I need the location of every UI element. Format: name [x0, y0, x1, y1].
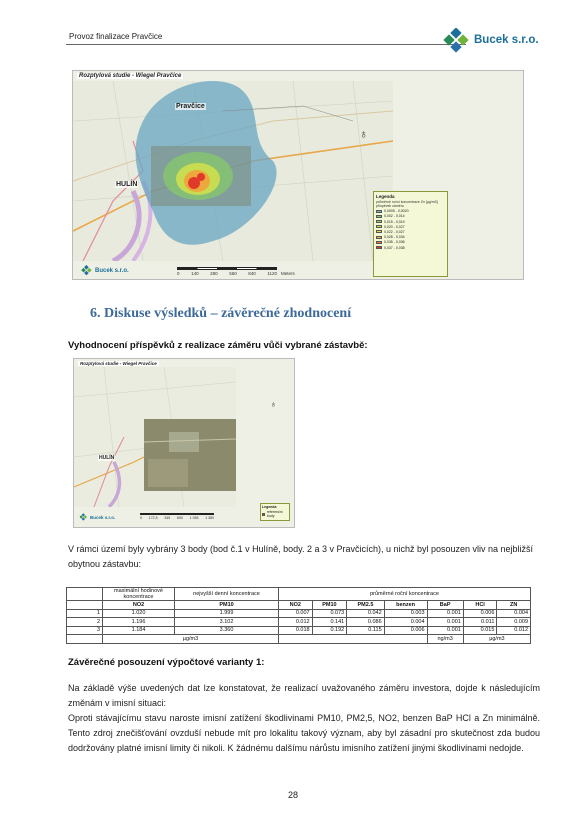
table-cell: PM10	[312, 601, 347, 610]
map-graphic	[73, 81, 393, 261]
legend-label: 0,002 - 0,014	[384, 214, 405, 219]
map-logo-text: Bucek s.r.o.	[90, 515, 116, 520]
legend-item	[376, 240, 445, 244]
scale-label: 345	[164, 516, 171, 520]
legend-label: referenční body	[266, 510, 283, 519]
legend-label: 0,015 - 0,019	[384, 219, 405, 224]
scale-line	[177, 267, 277, 270]
table-row	[67, 626, 531, 635]
map-label-hulin: HULÍN	[99, 455, 115, 461]
legend-swatch	[376, 246, 382, 249]
table-cell: 0.004	[497, 609, 531, 618]
table-cell: BaP	[427, 601, 463, 610]
table-cell: 0.001	[427, 609, 463, 618]
legend-label: 0,0005 - 0,0020	[384, 209, 409, 214]
table-cell: NO2	[279, 601, 313, 610]
table-row	[67, 618, 531, 627]
table-cell: ZN	[497, 601, 531, 610]
map-frame	[73, 81, 393, 261]
table-cell: 0.073	[312, 609, 347, 618]
table-cell	[279, 635, 428, 644]
legend-swatch	[376, 220, 382, 223]
table-cell: 0.007	[279, 609, 313, 618]
table-cell: 3.102	[175, 618, 279, 627]
table-cell: 0.015	[463, 626, 497, 635]
paragraph-reference-points: V rámci území byly vybrány 3 body (bod č.1 v Hulíně, body. 2 a 3 v Pravčicích), u nichž byl posouzen vliv na nejbližší obytnou zástavbu:	[68, 544, 534, 569]
table-cell: 2	[67, 618, 103, 627]
table-cell: HCl	[463, 601, 497, 610]
map-label-hulin: HULÍN	[116, 181, 138, 188]
legend-item	[262, 510, 288, 518]
map-label-pravcice: Pravčice	[176, 103, 205, 110]
scale-label: 172,5	[148, 516, 158, 520]
table-cell: 1.999	[175, 609, 279, 618]
map-legend	[260, 503, 290, 521]
scale-label: 1 380	[205, 516, 214, 520]
table-cell: 0.011	[463, 618, 497, 627]
header-divider	[66, 44, 466, 45]
north-arrow-icon: ♁	[270, 399, 277, 409]
scale-labels	[140, 516, 214, 520]
map-title: Rozptylová studie - Wiegel Pravčice	[79, 73, 182, 79]
legend-item	[376, 225, 445, 229]
scale-bar	[140, 513, 214, 520]
table-cell: NO2	[103, 601, 175, 610]
map-graphic	[74, 367, 236, 507]
table-cell: 0.042	[347, 609, 384, 618]
paragraph-conclusion-detail: Oproti stávajícímu stavu naroste imisní zatížení škodlivinami PM10, PM2,5, NO2, benzen BaP HCl a Zn minimálně. Tento zdroj znečišťování ovzduší nebude mít pro lokalitu takový význam, aby byl zásadní pro skutečnost zda budou dodržovány platné imisní limity či nikoli. K žádnému dalšímu nárůstu imisního zatížení jinými škodlivinami nedojde.	[68, 713, 540, 753]
table-cell: 3.360	[175, 626, 279, 635]
table-cell: 0.006	[384, 626, 427, 635]
legend-swatch	[262, 513, 265, 516]
page-number: 28	[288, 790, 299, 800]
legend-label: 0,037 - 0,038	[384, 245, 405, 250]
scale-unit: Meters	[281, 271, 295, 276]
legend-swatch	[376, 230, 382, 233]
table-cell: nejvyšší denní koncentrace	[175, 588, 279, 601]
north-arrow-icon: ♁	[359, 127, 368, 141]
table-cell: 0.115	[347, 626, 384, 635]
table-cell: PM2.5	[347, 601, 384, 610]
table-cell: PM10	[175, 601, 279, 610]
scale-label: 140	[191, 271, 199, 276]
table-unit-row	[67, 635, 531, 644]
table-cell: 0.001	[427, 618, 463, 627]
section-number: 6.	[90, 306, 101, 321]
legend-item	[376, 214, 445, 218]
scale-line	[140, 513, 214, 515]
scale-labels	[177, 271, 277, 276]
table-row	[67, 609, 531, 618]
map-logo	[79, 265, 129, 277]
scale-label: 690	[177, 516, 183, 520]
legend-swatch	[376, 236, 382, 239]
scale-label: 840	[248, 271, 256, 276]
table-cell: 0.009	[497, 618, 531, 627]
map-title: Rozptylová studie - Wiegel Pravčice	[80, 361, 157, 366]
legend-item	[376, 209, 445, 213]
map-frame	[74, 367, 236, 507]
table-cell: maximální hodinové koncentrace	[103, 588, 175, 601]
scale-label: 1120	[267, 271, 277, 276]
section-heading	[90, 306, 351, 322]
section-title: Diskuse výsledků – závěrečné zhodnocení	[104, 306, 352, 321]
map-logo-text: Bucek s.r.o.	[95, 268, 129, 274]
table-cell: průměrné roční koncentrace	[279, 588, 531, 601]
scale-label: 280	[210, 271, 218, 276]
table-cell: 0.012	[279, 618, 313, 627]
subheading-evaluation: Vyhodnocení příspěvků z realizace záměru vůči vybrané zástavbě:	[68, 340, 368, 351]
scale-label: 560	[229, 271, 237, 276]
legend-item	[376, 230, 445, 234]
legend-item	[376, 246, 445, 250]
company-logo	[438, 28, 550, 56]
table-cell: 0.192	[312, 626, 347, 635]
legend-swatch	[376, 210, 382, 213]
table-cell: 1.184	[103, 626, 175, 635]
scale-label: 1 035	[189, 516, 199, 520]
table-cell: µg/m3	[103, 635, 279, 644]
legend-swatch	[376, 225, 382, 228]
logo-diamonds-icon	[79, 265, 93, 277]
legend-label: 0,020 - 0,027	[384, 224, 405, 229]
legend-label: 0,028 - 0,034	[384, 235, 405, 240]
table-cell: 0.004	[384, 618, 427, 627]
legend-title: Legenda	[376, 194, 395, 199]
legend-swatch	[376, 241, 382, 244]
table-cell	[67, 601, 103, 610]
table-cell: ng/m3	[427, 635, 463, 644]
table-cell: µg/m3	[463, 635, 530, 644]
legend-label: 0,022 - 0,027	[384, 229, 405, 234]
legend-items	[376, 209, 445, 249]
legend-label: 0,035 - 0,036	[384, 240, 405, 245]
table-cell: 3	[67, 626, 103, 635]
table-cell: benzen	[384, 601, 427, 610]
table-group-header-row	[67, 588, 531, 601]
table-cell: 1.196	[103, 618, 175, 627]
map-logo	[78, 513, 115, 522]
scale-label: 0	[177, 271, 180, 276]
table-cell: 0.003	[384, 609, 427, 618]
paragraph-conclusion-intro: Na základě výše uvedených dat lze konstatovat, že realizací uvažovaného záměru investora, dojde k následujícím změnám v imisní situaci:	[68, 683, 540, 708]
table-cell: 0.086	[347, 618, 384, 627]
legend-subtitle: průměrné roční koncentrace Zn [µg/m3] příspěvek záměru	[376, 200, 438, 208]
table-cell: 0.012	[497, 626, 531, 635]
table-cell: 0.018	[279, 626, 313, 635]
logo-diamonds-icon	[438, 28, 472, 56]
legend-item	[376, 220, 445, 224]
scale-bar	[177, 267, 277, 276]
table-cell: 0.006	[463, 609, 497, 618]
table-header-row	[67, 601, 531, 610]
logo-text: Bucek s.r.o.	[474, 34, 539, 46]
table-cell	[67, 635, 103, 644]
reference-points-map	[73, 358, 295, 528]
table-cell: 0.001	[427, 626, 463, 635]
scale-label: 0	[140, 516, 142, 520]
table-cell: 0.141	[312, 618, 347, 627]
legend-item	[376, 235, 445, 239]
dispersion-map-zn	[72, 70, 524, 280]
logo-diamonds-icon	[78, 513, 88, 522]
concentration-table	[66, 587, 531, 644]
table-cell: 1.020	[103, 609, 175, 618]
map-legend	[373, 191, 448, 277]
subheading-conclusion: Závěrečné posouzení výpočtové varianty 1:	[68, 657, 265, 668]
table-cell	[67, 588, 103, 601]
table-cell: 1	[67, 609, 103, 618]
header-title: Provoz finalizace Pravčice	[69, 32, 163, 41]
legend-title: Legenda	[262, 505, 277, 509]
legend-swatch	[376, 215, 382, 218]
